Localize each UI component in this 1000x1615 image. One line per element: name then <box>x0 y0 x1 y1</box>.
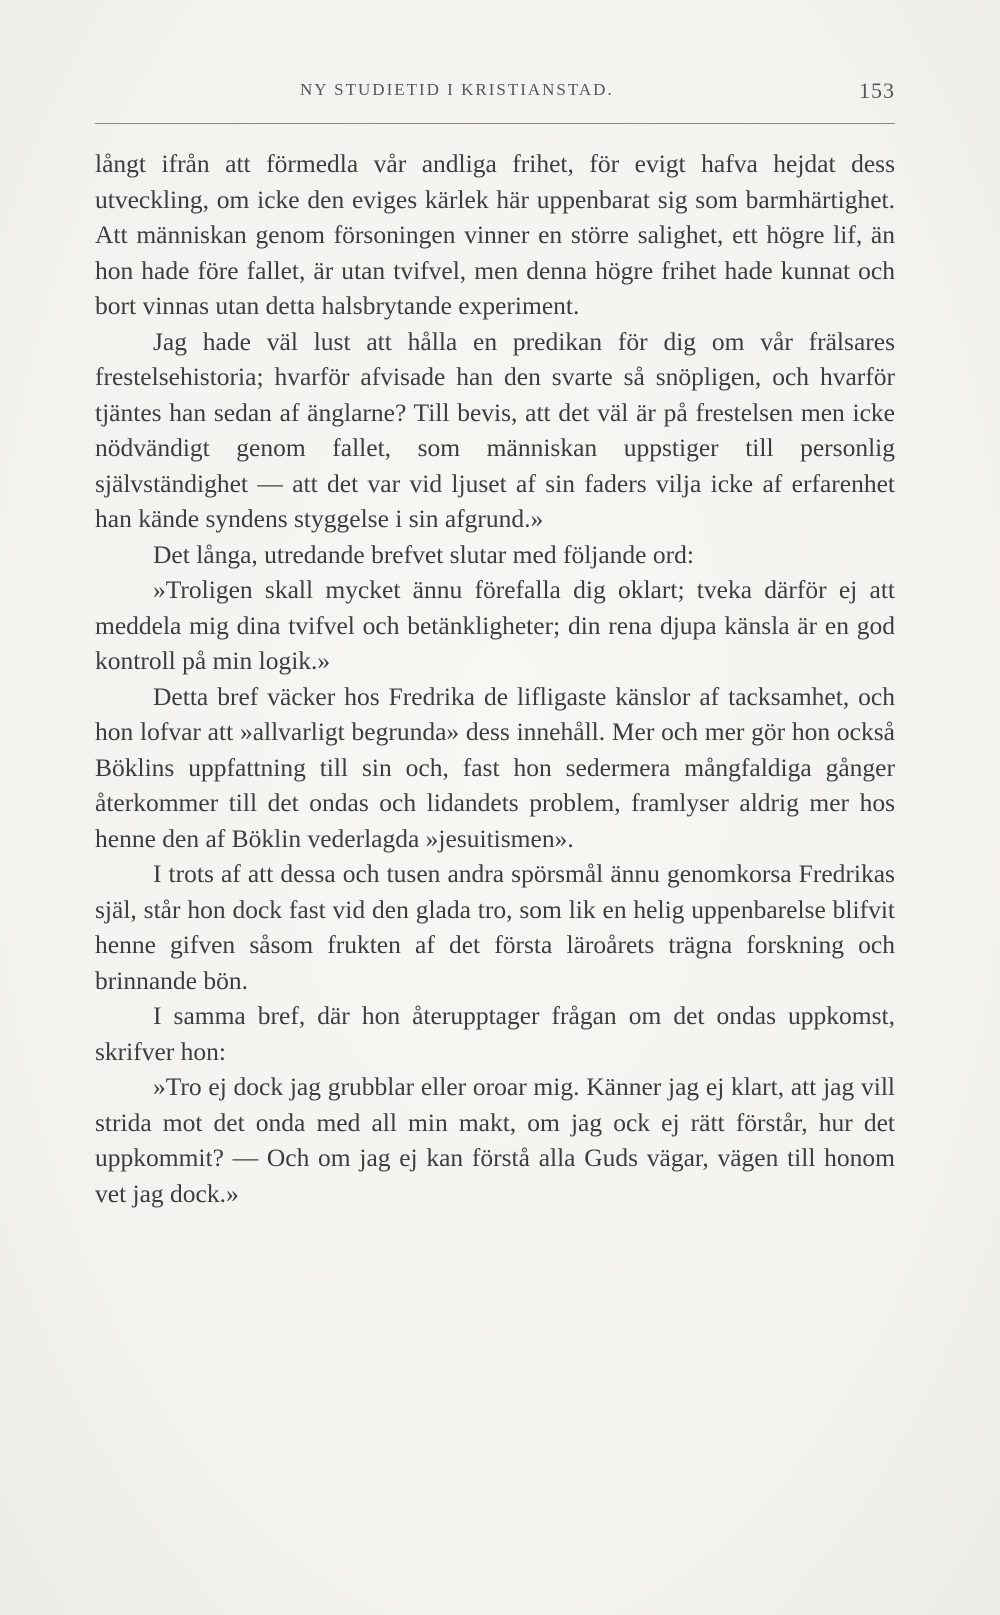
header-rule <box>95 123 895 124</box>
paragraph-1: långt ifrån att förmedla vår andliga frihet, för evigt hafva hejdat dess utveckling, om icke den eviges kärlek här uppenbarat sig som barmhärtighet. Att människan genom försoningen vinner en större salighet, ett högre lif, än hon hade före fallet, är utan tvifvel, men denna högre frihet hade kunnat och bort vinnas utan detta halsbrytande experiment. <box>95 149 895 320</box>
paragraph-7: I samma bref, där hon återupptager frågan om det ondas uppkomst, skrifver hon: <box>95 1001 895 1066</box>
paragraph-3: Det långa, utredande brefvet slutar med följande ord: <box>153 539 694 569</box>
paragraph-8: »Tro ej dock jag grubblar eller oroar mig. Känner jag ej klart, att jag vill strida mot det onda med all min makt, om jag ock ej rätt förstår, hur det uppkommit? — Och om jag ej kan förstå alla Guds vägar, vägen till honom vet jag dock.» <box>95 1072 895 1208</box>
running-head <box>95 78 895 108</box>
body-text <box>95 146 895 1211</box>
paragraph-2: Jag hade väl lust att hålla en predikan för dig om vår frälsares frestelsehistoria; hvarför afvisade han den svarte så snöpligen, och hvarför tjäntes han sedan af änglarne? Till bevis, att det väl är på frestelsen men icke nödvändigt genom fallet, som människan uppstiger till personlig självständighet — att det var vid ljuset af sin faders vilja icke af erfarenhet han kände syndens styggelse i sin afgrund.» <box>95 326 895 533</box>
running-title: NY STUDIETID I KRISTIANSTAD. <box>300 80 614 99</box>
paragraph-6: I trots af att dessa och tusen andra spörsmål ännu genomkorsa Fredrikas själ, står hon dock fast vid den glada tro, som lik en helig uppenbarelse blifvit henne gifven såsom frukten af det första läroårets trägna forskning och brinnande bön. <box>95 859 895 995</box>
paragraph-4: »Troligen skall mycket ännu förefalla dig oklart; tveka därför ej att meddela mig dina tvifvel och betänkligheter; din rena djupa känsla är en god kontroll på min logik.» <box>95 575 895 675</box>
page-number: 153 <box>859 78 895 103</box>
paragraph-5: Detta bref väcker hos Fredrika de lifligaste känslor af tacksamhet, och hon lofvar att »allvarligt begrunda» dess innehåll. Mer och mer gör hon också Böklins uppfattning till sin och, fast hon sedermera mångfaldiga gånger återkommer till det ondas och lidandets problem, framlyser aldrig mer hos henne den af Böklin vederlagda »jesuitismen». <box>95 681 895 853</box>
